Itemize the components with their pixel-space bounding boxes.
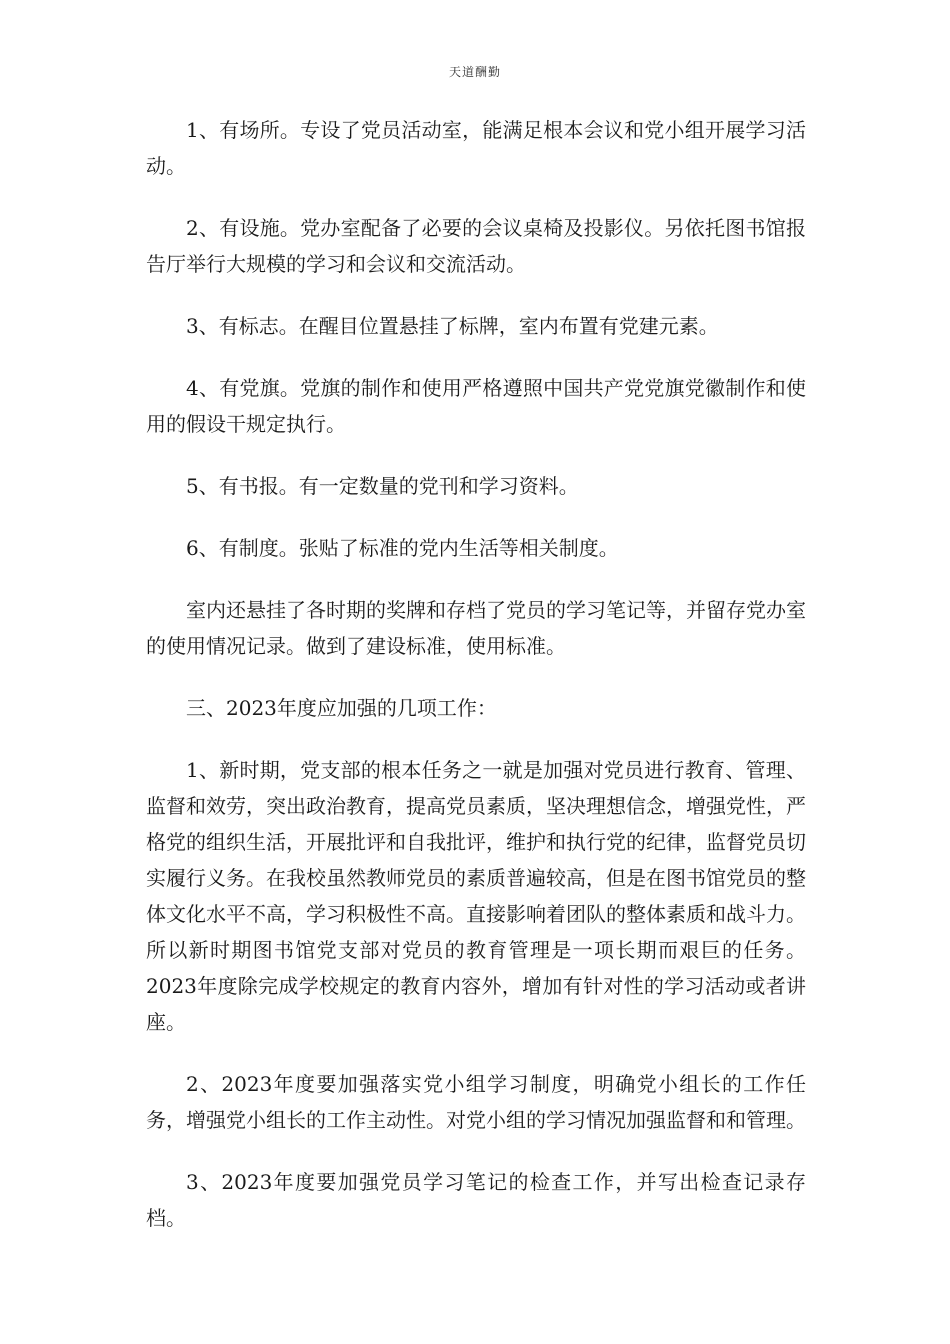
- paragraph-flag: 4、有党旗。党旗的制作和使用严格遵照中国共产党党旗党徽制作和使用的假设干规定执行。: [146, 376, 806, 436]
- paragraph-work-item-1: 1、新时期，党支部的根本任务之一就是加强对党员进行教育、管理、监督和效劳，突出政治教育，提高党员素质，坚决理想信念，增强党性，严格党的组织生活，开展批评和自我批评，维护和执行党的纪律，监督党员切实履行义务。在我校虽然教师党员的素质普遍较高，但是在图书馆党员的整体文化水平不高，学习积极性不高。直接影响着团队的整体素质和战斗力。所以新时期图书馆党支部对党员的教育管理是一项长期而艰巨的任务。2023年度除完成学校规定的教育内容外，增加有针对性的学习活动或者讲座。: [146, 758, 806, 1034]
- paragraph-publications: 5、有书报。有一定数量的党刊和学习资料。: [186, 474, 579, 498]
- document-body: [146, 112, 806, 1262]
- page-header: 天道酬勤: [448, 65, 501, 79]
- paragraph-work-item-3: 3、2023年度要加强党员学习笔记的检查工作，并写出检查记录存档。: [146, 1170, 806, 1230]
- paragraph-facilities: 2、有设施。党办室配备了必要的会议桌椅及投影仪。另依托图书馆报告厅举行大规模的学习和会议和交流活动。: [146, 216, 806, 276]
- paragraph-work-item-2: 2、2023年度要加强落实党小组学习制度，明确党小组长的工作任务，增强党小组长的工作主动性。对党小组的学习情况加强监督和和管理。: [146, 1072, 806, 1132]
- paragraph-rules: 6、有制度。张贴了标准的党内生活等相关制度。: [186, 536, 619, 560]
- paragraph-venue: 1、有场所。专设了党员活动室，能满足根本会议和党小组开展学习活动。: [146, 118, 806, 178]
- paragraph-signage: 3、有标志。在醒目位置悬挂了标牌，室内布置有党建元素。: [186, 314, 719, 338]
- paragraph-room-records: 室内还悬挂了各时期的奖牌和存档了党员的学习笔记等，并留存党办室的使用情况记录。做到了建设标准，使用标准。: [146, 598, 806, 658]
- section-heading: 三、2023年度应加强的几项工作：: [186, 696, 497, 720]
